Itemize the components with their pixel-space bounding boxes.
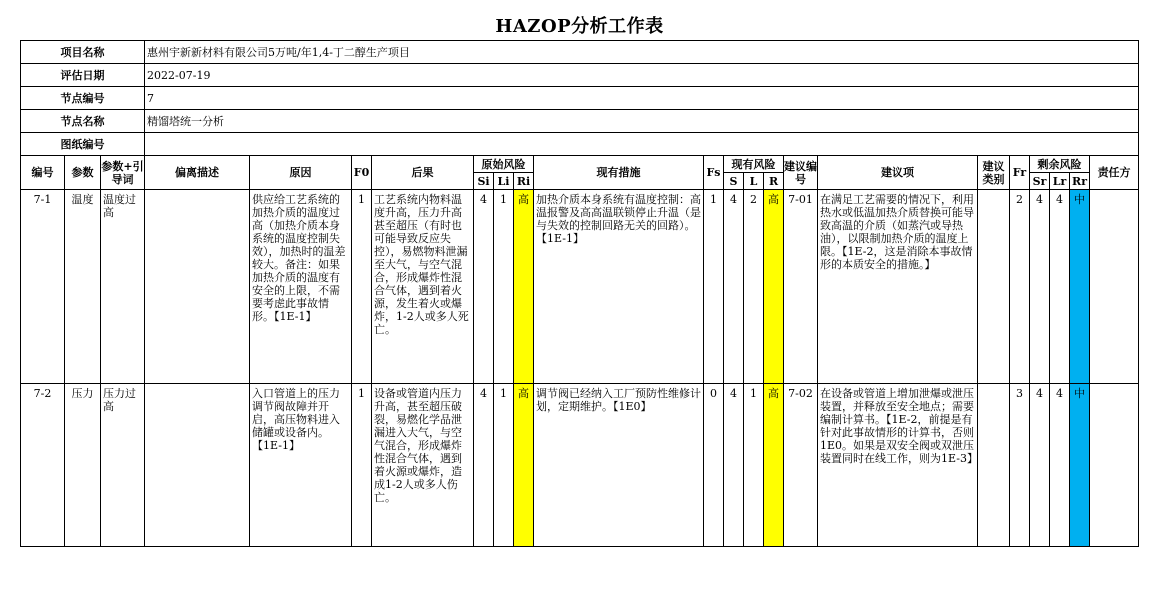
row-rr: 中 xyxy=(1070,190,1090,384)
header-owner: 责任方 xyxy=(1090,156,1139,190)
row-no: 7-2 xyxy=(21,384,65,547)
row-cause: 入口管道上的压力调节阀故障并开启，高压物料进入储罐或设备内。【1E-1】 xyxy=(250,384,352,547)
row-si: 4 xyxy=(474,190,494,384)
row-deviation xyxy=(145,190,250,384)
header-no: 编号 xyxy=(21,156,65,190)
row-no: 7-1 xyxy=(21,190,65,384)
header-ri: Ri xyxy=(514,173,534,190)
row-measures: 调节阀已经纳入工厂预防性维修计划，定期维护。【1E0】 xyxy=(534,384,704,547)
row-l: 2 xyxy=(744,190,764,384)
info-row-drawing xyxy=(21,133,1139,156)
row-si: 4 xyxy=(474,384,494,547)
header-sr: Sr xyxy=(1030,173,1050,190)
row-f0: 1 xyxy=(352,384,372,547)
row-guideword: 压力过高 xyxy=(101,384,145,547)
header-fr: Fr xyxy=(1010,156,1030,190)
row-measures: 加热介质本身系统有温度控制：高温报警及高高温联锁停止升温（是与失效的控制回路无关的回路）。【1E-1】 xyxy=(534,190,704,384)
row-param: 温度 xyxy=(65,190,101,384)
row-rec-no: 7-02 xyxy=(784,384,818,547)
header-rec-no: 建议编号 xyxy=(784,156,818,190)
header-si: Si xyxy=(474,173,494,190)
header-measures: 现有措施 xyxy=(534,156,704,190)
row-ri: 高 xyxy=(514,190,534,384)
row-ri: 高 xyxy=(514,384,534,547)
header-row xyxy=(21,156,1139,173)
row-consequence: 工艺系统内物料温度升高，压力升高甚至超压（有时也可能导致反应失控），易燃物料泄漏至大气，与空气混合，形成爆炸性混合气体，遇到着火源，发生着火或爆炸，1-2人或多人死亡。 xyxy=(372,190,474,384)
header-orig-risk: 原始风险 xyxy=(474,156,534,173)
row-sr: 4 xyxy=(1030,384,1050,547)
row-lr: 4 xyxy=(1050,190,1070,384)
info-row-project xyxy=(21,41,1139,64)
table-row xyxy=(21,190,1139,384)
row-owner xyxy=(1090,384,1139,547)
header-cause: 原因 xyxy=(250,156,352,190)
header-guideword: 参数+引导词 xyxy=(101,156,145,190)
row-l: 1 xyxy=(744,384,764,547)
row-fs: 0 xyxy=(704,384,724,547)
row-owner xyxy=(1090,190,1139,384)
header-f0: F0 xyxy=(352,156,372,190)
header-rec: 建议项 xyxy=(818,156,978,190)
row-lr: 4 xyxy=(1050,384,1070,547)
row-r: 高 xyxy=(764,384,784,547)
info-row-node-name xyxy=(21,110,1139,133)
header-l: L xyxy=(744,173,764,190)
drawing-label: 图纸编号 xyxy=(21,133,145,156)
header-deviation: 偏离描述 xyxy=(145,156,250,190)
node-name-value: 精馏塔统一分析 xyxy=(145,110,1139,133)
row-cause: 供应给工艺系统的加热介质的温度过高（加热介质本身系统的温度控制失效），加热时的温差较大。备注：如果加热介质的温度有安全的上限，不需要考虑此事故情形。【1E-1】 xyxy=(250,190,352,384)
row-rec: 在设备或管道上增加泄爆或泄压装置，并释放至安全地点；需要编制计算书。【1E-2，前提是有针对此事故情形的计算书，否则1E0。如果是双安全阀或双泄压装置同时在线工作，则为1E-3】 xyxy=(818,384,978,547)
header-cur-risk: 现有风险 xyxy=(724,156,784,173)
row-param: 压力 xyxy=(65,384,101,547)
row-sr: 4 xyxy=(1030,190,1050,384)
header-r: R xyxy=(764,173,784,190)
row-rec-type xyxy=(978,190,1010,384)
date-value: 2022-07-19 xyxy=(145,64,1139,87)
row-consequence: 设备或管道内压力升高，甚至超压破裂，易燃化学品泄漏进入大气，与空气混合，形成爆炸性混合气体，遇到着火源或爆炸，造成1-2人或多人伤亡。 xyxy=(372,384,474,547)
row-fr: 2 xyxy=(1010,190,1030,384)
row-li: 1 xyxy=(494,190,514,384)
row-rec-no: 7-01 xyxy=(784,190,818,384)
row-rec: 在满足工艺需要的情况下，利用热水或低温加热介质替换可能导致高温的介质（如蒸汽或导热油），以限制加热介质的温度上限。【1E-2，这是消除本事故情形的本质安全的措施。】 xyxy=(818,190,978,384)
header-s: S xyxy=(724,173,744,190)
info-row-date xyxy=(21,64,1139,87)
row-s: 4 xyxy=(724,384,744,547)
row-li: 1 xyxy=(494,384,514,547)
project-label: 项目名称 xyxy=(21,41,145,64)
row-f0: 1 xyxy=(352,190,372,384)
row-r: 高 xyxy=(764,190,784,384)
row-fr: 3 xyxy=(1010,384,1030,547)
header-rr: Rr xyxy=(1070,173,1090,190)
page-title: HAZOP分析工作表 xyxy=(495,16,664,37)
header-li: Li xyxy=(494,173,514,190)
row-deviation xyxy=(145,384,250,547)
header-res-risk: 剩余风险 xyxy=(1030,156,1090,173)
project-value: 惠州宇新新材料有限公司5万吨/年1,4-丁二醇生产项目 xyxy=(145,41,1139,64)
header-param: 参数 xyxy=(65,156,101,190)
header-fs: Fs xyxy=(704,156,724,190)
header-rec-type: 建议类别 xyxy=(978,156,1010,190)
table-row xyxy=(21,384,1139,547)
date-label: 评估日期 xyxy=(21,64,145,87)
header-consequence: 后果 xyxy=(372,156,474,190)
hazop-table xyxy=(20,40,1139,547)
row-s: 4 xyxy=(724,190,744,384)
header-lr: Lr xyxy=(1050,173,1070,190)
row-rr: 中 xyxy=(1070,384,1090,547)
node-name-label: 节点名称 xyxy=(21,110,145,133)
row-guideword: 温度过高 xyxy=(101,190,145,384)
node-no-label: 节点编号 xyxy=(21,87,145,110)
info-row-node-no xyxy=(21,87,1139,110)
node-no-value: 7 xyxy=(145,87,1139,110)
drawing-value xyxy=(145,133,1139,156)
row-fs: 1 xyxy=(704,190,724,384)
row-rec-type xyxy=(978,384,1010,547)
